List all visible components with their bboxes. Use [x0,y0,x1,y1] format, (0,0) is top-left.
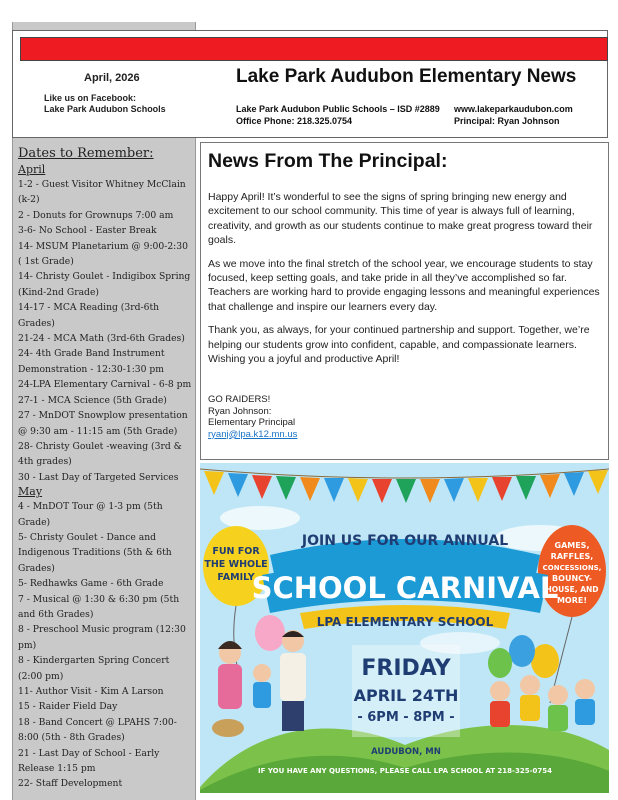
date-item: 22- Staff Development [18,778,123,790]
masthead-left-panel [28,64,208,132]
date-item: 21-24 - MCA Math (3rd-6th Grades) [18,333,185,345]
carnival-poster [200,463,609,793]
kid-shirt-icon [490,701,510,727]
poster-subtitle: LPA ELEMENTARY SCHOOL [316,615,494,629]
pink-balloon-icon [255,615,285,651]
date-item: 21 - Last Day of School - Early Release 1:15 pm [18,747,160,775]
dates-heading: Dates to Remember: [18,146,154,161]
date-item: 8 - Kindergarten Spring Concert (2:00 pm) [18,655,170,682]
fun-line-1: FUN FOR [212,546,260,557]
games-line-4: BOUNCY- [552,574,592,583]
poster-title: SCHOOL CARNIVAL [251,571,559,605]
kid-head-icon [575,679,595,699]
principal-news-box [200,142,609,460]
date-item: 14-17 - MCA Reading (3rd-6th Grades) [18,302,160,329]
date-item: 24- 4th Grade Band Instrument Demonstration - 12:30-1:30 pm [18,348,165,375]
blue-balloon-icon [509,635,535,667]
kid-shirt-icon [575,699,595,725]
mother-dress-icon [218,664,242,709]
masthead-red-band [20,37,608,61]
yellow-balloon-icon [531,644,559,678]
kid-head-icon [520,675,540,695]
date-item: 5- Redhawks Game - 6th Grade [18,578,164,590]
date-item: 2 - Donuts for Grownups 7:00 am [18,209,174,221]
month-label-april: April [18,163,46,176]
kid-shirt-icon [548,705,568,731]
office-phone: Office Phone: 218.325.0754 [236,116,353,126]
date-item: 18 - Band Concert @ LPAHS 7:00-8:00 (5th - 8th Grades) [18,716,177,744]
facebook-line-1: Like us on Facebook: [44,93,137,103]
father-shirt-icon [280,653,306,701]
poster-day: FRIDAY [361,656,451,681]
letter-paragraph: Happy April! It’s wonderful to see the signs of spring bringing new energy and excitement to our school community. This time of year is always full of learning, creativity, and growth as our students continue to make great progress toward their goals. [208,191,593,247]
date-item: 7 - Musical @ 1:30 & 6:30 pm (5th and 6th Grades) [18,593,180,620]
date-item: 30 - Last Day of Targeted Services [18,471,179,483]
green-balloon-icon [488,648,512,678]
date-item: 14- Christy Goulet - Indigibox Spring (Kind-2nd Grade) [18,271,191,298]
date-item: 8 - Preschool Music program (12:30 pm) [18,624,186,651]
district-name: Lake Park Audubon Public Schools – ISD #2889 [236,104,440,114]
letter-paragraph: As we move into the final stretch of the school year, we encourage students to stay focused, keep setting goals, and take pride in all they’ve accomplished so far. Teachers are working hard to provide engaging lessons and meaningful experiences that challenge and inspire our learners every day. [208,257,600,313]
principal-letter [208,190,600,375]
date-item: 1-2 - Guest Visitor Whitney McClain (k-2) [18,179,186,206]
poster-time: - 6PM - 8PM - [357,710,455,725]
games-line-5: HOUSE, AND [545,585,599,594]
signer-name: Ryan Johnson: [208,405,272,417]
date-item: 14- MSUM Planetarium @ 9:00-2:30 ( 1st Grade) [18,240,188,268]
month-label-may: May [18,485,43,499]
games-line-2: RAFFLES, [550,552,594,561]
facebook-line-2: Lake Park Audubon Schools [44,104,166,114]
father-pants-icon [282,701,304,731]
games-line-1: GAMES, [554,541,590,550]
date-item: 28- Christy Goulet -weaving (3rd & 4th grades) [18,440,182,468]
date-item: 27 - MnDOT Snowplow presentation @ 9:30 am - 11:15 am (5th Grade) [18,410,188,437]
poster-location: AUDUBON, MN [371,747,441,757]
games-line-3: CONCESSIONS, [542,564,602,572]
fun-line-2: THE WHOLE [204,559,268,570]
kid-head-icon [490,681,510,701]
date-item: 3-6- No School - Easter Break [18,225,157,237]
date-item: 27-1 - MCA Science (5th Grade) [18,394,167,406]
date-item: 24-LPA Elementary Carnival - 6-8 pm [18,379,192,391]
principal-news-title: News From The Principal: [208,150,448,172]
fun-line-3: FAMILY [217,572,255,583]
poster-date: APRIL 24TH [353,686,459,705]
website-link[interactable]: www.lakeparkaudubon.com [454,104,573,114]
date-item: 5- Christy Goulet - Dance and Indigenous Traditions (5th & 6th Grades) [18,531,172,574]
child-head-icon [253,664,271,682]
child-shirt-icon [253,682,271,708]
newsletter-title: Lake Park Audubon Elementary News [236,66,577,87]
date-item: 11- Author Visit - Kim A Larson [18,686,164,697]
dates-sidebar [18,146,192,792]
principal-signature [208,394,297,440]
games-line-6: MORE! [556,596,588,605]
kid-head-icon [548,685,568,705]
signer-role: Elementary Principal [208,417,296,429]
kid-shirt-icon [520,695,540,721]
poster-join-line: JOIN US FOR OUR ANNUAL [301,533,509,549]
date-item: 15 - Raider Field Day [18,701,118,713]
principal-email-link[interactable]: ryanj@lpa.k12.mn.us [208,428,298,440]
poster-contact: IF YOU HAVE ANY QUESTIONS, PLEASE CALL LPA SCHOOL AT 218-325-0754 [258,767,552,775]
sign-off: GO RAIDERS! [208,394,271,405]
issue-date: April, 2026 [84,72,140,84]
principal-name: Principal: Ryan Johnson [454,116,560,126]
carnival-poster-art [200,463,609,793]
basket-icon [212,719,244,737]
date-item: 4 - MnDOT Tour @ 1-3 pm (5th Grade) [18,501,163,528]
letter-paragraph: Thank you, as always, for your continued partnership and support. Together, we’re helping our students grow into confident, capable, and compassionate learners. Wishing you a joyful and productive April! [208,324,590,366]
